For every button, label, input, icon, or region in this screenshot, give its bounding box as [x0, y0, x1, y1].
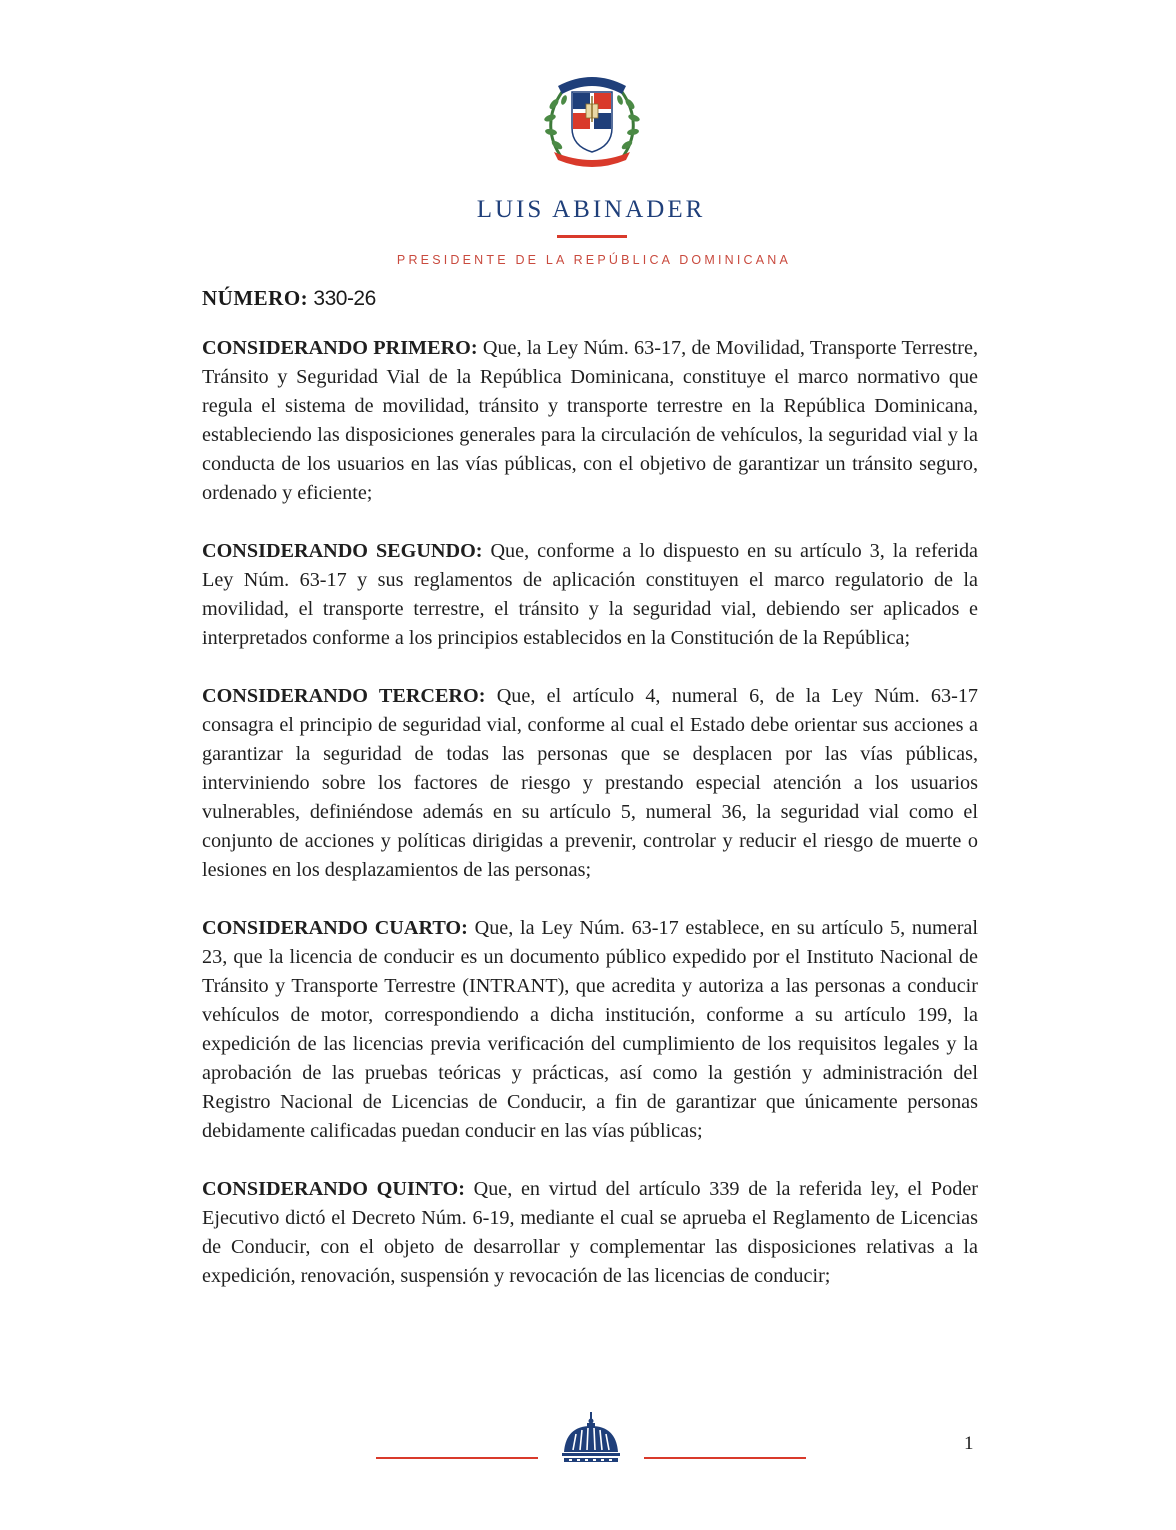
footer-divider-left	[376, 1457, 538, 1459]
considerando-paragraph	[202, 1175, 978, 1291]
paragraph-heading: CONSIDERANDO CUARTO:	[202, 917, 468, 939]
palace-dome-icon	[560, 1410, 622, 1466]
decree-number-value: 330-26	[313, 287, 376, 310]
paragraph-text: Que, conforme a lo dispuesto en su artículo 3, la referida Ley Núm. 63-17 y sus reglamentos de aplicación constituyen el marco regulatorio de la movilidad, el transporte terrestre, el tránsito y la seguridad vial, debiendo ser aplicados e interpretados conforme a los principios establecidos en la Constitución de la República;	[202, 540, 979, 649]
paragraph-text: Que, la Ley Núm. 63-17, de Movilidad, Transporte Terrestre, Tránsito y Seguridad Vial de la República Dominicana, constituye el marco normativo que regula el sistema de movilidad, tránsito y transporte terrestre en la República Dominicana, estableciendo las disposiciones generales para la circulación de vehículos, la seguridad vial y la conducta de los usuarios en las vías públicas, con el objetivo de garantizar un tránsito seguro, ordenado y eficiente;	[202, 337, 978, 504]
paragraph-heading: CONSIDERANDO PRIMERO:	[202, 337, 478, 359]
paragraph-heading: CONSIDERANDO TERCERO:	[202, 685, 486, 707]
paragraph-text: Que, el artículo 4, numeral 6, de la Ley Núm. 63-17 consagra el principio de seguridad vial, conforme al cual el Estado debe orientar sus acciones a garantizar la seguridad de todas las personas que se desplacen por las vías públicas, interviniendo sobre los factores de riesgo y prestando especial atención a los usuarios vulnerables, definiéndose además en su artículo 5, numeral 36, la seguridad vial como el conjunto de acciones y políticas dirigidas a prevenir, controlar y reducir el riesgo de muerte o lesiones en los desplazamientos de las personas;	[202, 685, 979, 881]
considerando-paragraph	[202, 334, 978, 508]
paragraph-heading: CONSIDERANDO SEGUNDO:	[202, 540, 483, 562]
president-title: PRESIDENTE DE LA REPÚBLICA DOMINICANA	[396, 253, 792, 267]
paragraph-text: Que, la Ley Núm. 63-17 establece, en su artículo 5, numeral 23, que la licencia de conducir es un documento público expedido por el Instituto Nacional de Tránsito y Transporte Terrestre (INTRANT), que acredita y autoriza a las personas a conducir vehículos de motor, correspondiendo a dicha institución, conforme a su artículo 199, la expedición de las licencias previa verificación del cumplimiento de los requisitos legales y la aprobación de las pruebas teóricas y prácticas, así como la gestión y administración del Registro Nacional de Licencias de Conducir, a fin de garantizar que únicamente personas debidamente calificadas puedan conducir en las vías públicas;	[202, 917, 978, 1142]
decree-number	[202, 286, 376, 311]
considerando-paragraph	[202, 914, 978, 1146]
paragraph-text: Que, en virtud del artículo 339 de la referida ley, el Poder Ejecutivo dictó el Decreto Núm. 6-19, mediante el cual se aprueba el Reglamento de Licencias de Conducir, con el objeto de desarrollar y complementar las disposiciones relativas a la expedición, renovación, suspensión y revocación de las licencias de conducir;	[202, 1178, 979, 1287]
paragraph-heading: CONSIDERANDO QUINTO:	[202, 1178, 465, 1200]
coat-of-arms-icon	[540, 66, 644, 170]
document-body	[202, 334, 978, 1320]
considerando-paragraph	[202, 537, 978, 653]
president-name: LUIS ABINADER	[476, 196, 706, 223]
footer-divider-right	[644, 1457, 806, 1459]
name-divider	[557, 235, 627, 238]
page-number: 1	[964, 1433, 974, 1454]
decree-number-label: NÚMERO:	[202, 286, 309, 310]
considerando-paragraph	[202, 682, 978, 885]
